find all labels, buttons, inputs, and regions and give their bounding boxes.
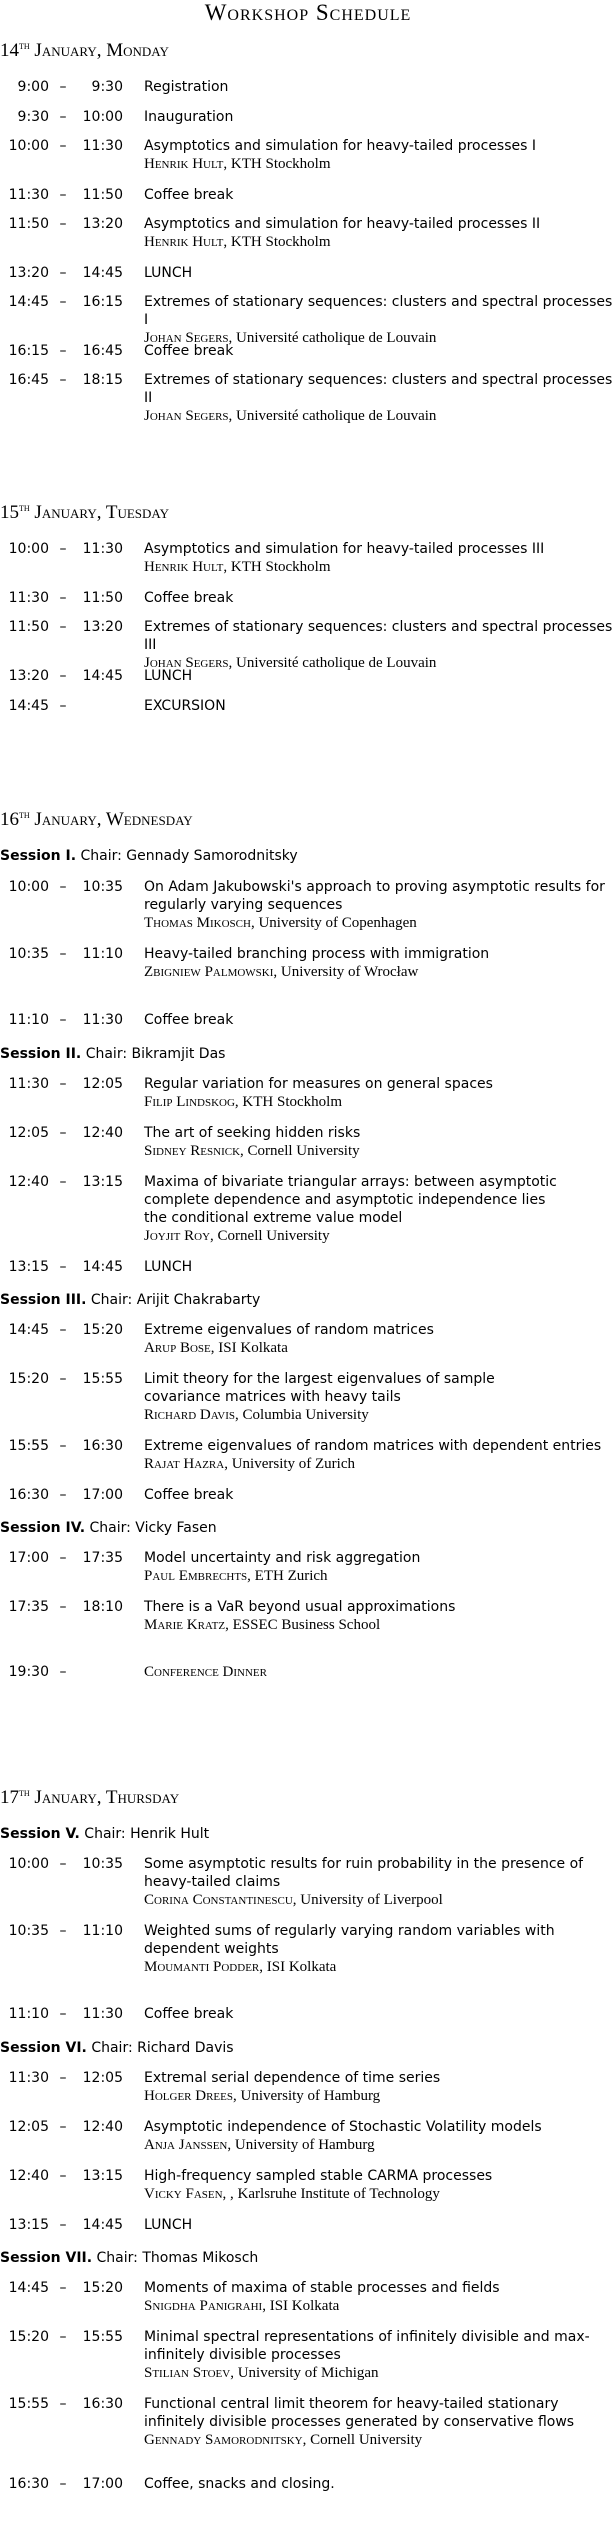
time-dash: – xyxy=(59,590,67,606)
speaker-name: Stilian Stoev xyxy=(144,2365,231,2381)
end-time: 17:35 xyxy=(82,1550,123,1566)
page-title: Workshop Schedule xyxy=(204,0,412,25)
time-dash: – xyxy=(59,1322,67,1338)
day-label: January, Monday xyxy=(29,40,169,61)
speaker-name: Holger Drees xyxy=(144,2088,233,2104)
start-time: 15:55 xyxy=(8,1438,49,1454)
speaker xyxy=(144,1455,614,1473)
start-time: 16:45 xyxy=(8,372,49,388)
speaker-affiliation: , ISI Kolkata xyxy=(210,1340,288,1356)
session-chair: Chair: Gennady Samorodnitsky xyxy=(76,848,298,864)
speaker-affiliation: , University of Zurich xyxy=(224,1456,356,1472)
start-time: 10:00 xyxy=(8,879,49,895)
speaker-affiliation: , University of Copenhagen xyxy=(250,915,417,931)
event-title: Weighted sums of regularly varying random variables with dependent weights xyxy=(144,1923,555,1957)
event-title: Minimal spectral representations of infinitely divisible and max-infinitely divisible processes xyxy=(144,2329,590,2363)
time-dash: – xyxy=(59,2119,67,2135)
start-time: 13:15 xyxy=(8,1259,49,1275)
time-dash: – xyxy=(59,2476,67,2492)
speaker-name: Snigdha Panigrahi xyxy=(144,2298,263,2314)
event-title: Inauguration xyxy=(144,109,234,125)
time-dash: – xyxy=(59,265,67,281)
speaker-affiliation: , , Karlsruhe Institute of Technology xyxy=(222,2186,440,2202)
event-title: Coffee break xyxy=(144,343,234,359)
speaker-name: Henrik Hult xyxy=(144,234,224,250)
speaker xyxy=(144,1616,614,1634)
start-time: 10:35 xyxy=(8,1923,49,1939)
time-dash: – xyxy=(59,1550,67,1566)
start-time: 14:45 xyxy=(8,698,49,714)
session-chair: Chair: Richard Davis xyxy=(86,2040,234,2056)
day-number: 15 xyxy=(0,502,19,523)
end-time: 11:50 xyxy=(82,187,123,203)
event-title: Regular variation for measures on general spaces xyxy=(144,1076,493,1092)
start-time: 15:20 xyxy=(8,2329,49,2345)
end-time: 15:55 xyxy=(82,1371,123,1387)
event-title: Extremes of stationary sequences: clusters and spectral processes III xyxy=(144,619,613,653)
day-heading xyxy=(0,1787,179,1809)
event-title: Asymptotics and simulation for heavy-tailed processes III xyxy=(144,541,545,557)
speaker xyxy=(144,2087,614,2105)
time-dash: – xyxy=(59,294,67,310)
event-title: On Adam Jakubowski's approach to proving asymptotic results for regularly varying sequences xyxy=(144,879,605,913)
speaker xyxy=(144,963,614,981)
event-title: Functional central limit theorem for heavy-tailed stationary infinitely divisible processes generated by conservative flows xyxy=(144,2396,575,2430)
session-heading xyxy=(0,2040,234,2056)
end-time: 13:15 xyxy=(82,2168,123,2184)
time-dash: – xyxy=(59,1664,67,1680)
end-time: 12:05 xyxy=(82,2070,123,2086)
time-dash: – xyxy=(59,1174,67,1190)
speaker xyxy=(144,1339,614,1357)
event-title: Maxima of bivariate triangular arrays: between asymptotic complete dependence and asymptotic independence lies the conditional extreme value model xyxy=(144,1174,557,1226)
speaker-name: Filip Lindskog xyxy=(144,1094,235,1110)
event-title: Extremes of stationary sequences: clusters and spectral processes I xyxy=(144,294,613,328)
event-title: High-frequency sampled stable CARMA processes xyxy=(144,2168,493,2184)
time-dash: – xyxy=(59,668,67,684)
start-time: 11:30 xyxy=(8,2070,49,2086)
event-title: Asymptotics and simulation for heavy-tailed processes II xyxy=(144,216,541,232)
end-time: 16:15 xyxy=(82,294,123,310)
start-time: 11:50 xyxy=(8,619,49,635)
speaker-affiliation: , KTH Stockholm xyxy=(223,156,331,172)
end-time: 17:00 xyxy=(82,2476,123,2492)
event-title: LUNCH xyxy=(144,668,193,684)
speaker-name: Zbigniew Palmowski xyxy=(144,964,274,980)
speaker xyxy=(144,2297,614,2315)
speaker xyxy=(144,1891,614,1909)
event-title: Asymptotic independence of Stochastic Volatility models xyxy=(144,2119,542,2135)
end-time: 11:30 xyxy=(82,138,123,154)
speaker xyxy=(144,2431,614,2449)
session-chair: Chair: Henrik Hult xyxy=(79,1826,210,1842)
end-time: 10:00 xyxy=(82,109,123,125)
event-title: LUNCH xyxy=(144,1259,193,1275)
start-time: 11:30 xyxy=(8,590,49,606)
event-title: Asymptotics and simulation for heavy-tailed processes I xyxy=(144,138,536,154)
start-time: 9:00 xyxy=(17,79,49,95)
day-suffix: th xyxy=(19,1787,30,1799)
session-chair: Chair: Bikramjit Das xyxy=(81,1046,226,1062)
end-time: 12:40 xyxy=(82,1125,123,1141)
start-time: 12:05 xyxy=(8,2119,49,2135)
time-dash: – xyxy=(59,79,67,95)
speaker-affiliation: , Cornell University xyxy=(210,1228,330,1244)
event-title: Heavy-tailed branching process with immigration xyxy=(144,946,490,962)
speaker xyxy=(144,2364,614,2382)
end-time: 12:05 xyxy=(82,1076,123,1092)
speaker-affiliation: , KTH Stockholm xyxy=(223,559,331,575)
event-title: There is a VaR beyond usual approximations xyxy=(144,1599,456,1615)
time-dash: – xyxy=(59,2217,67,2233)
event-title: Conference Dinner xyxy=(144,1664,267,1680)
time-dash: – xyxy=(59,1259,67,1275)
event-title: Coffee break xyxy=(144,590,234,606)
session-label: Session I. xyxy=(0,848,77,864)
end-time: 11:10 xyxy=(82,1923,123,1939)
session-heading xyxy=(0,2250,258,2266)
end-time: 15:20 xyxy=(82,2280,123,2296)
speaker-affiliation: , Université catholique de Louvain xyxy=(228,330,437,346)
speaker-name: Thomas Mikosch xyxy=(144,915,251,931)
end-time: 15:55 xyxy=(82,2329,123,2345)
start-time: 12:05 xyxy=(8,1125,49,1141)
end-time: 18:10 xyxy=(82,1599,123,1615)
time-dash: – xyxy=(59,946,67,962)
speaker xyxy=(144,1142,614,1160)
start-time: 11:50 xyxy=(8,216,49,232)
day-heading xyxy=(0,40,169,62)
start-time: 11:30 xyxy=(8,187,49,203)
time-dash: – xyxy=(59,2329,67,2345)
event-title: LUNCH xyxy=(144,2217,193,2233)
speaker xyxy=(144,2185,614,2203)
day-number: 14 xyxy=(0,40,19,61)
end-time: 11:30 xyxy=(82,1012,123,1028)
start-time: 11:10 xyxy=(8,2006,49,2022)
start-time: 13:20 xyxy=(8,265,49,281)
start-time: 15:55 xyxy=(8,2396,49,2412)
speaker-affiliation: , ISI Kolkata xyxy=(262,2298,340,2314)
speaker-name: Henrik Hult xyxy=(144,559,224,575)
time-dash: – xyxy=(59,1487,67,1503)
session-heading xyxy=(0,1046,225,1062)
end-time: 10:35 xyxy=(82,879,123,895)
session-heading xyxy=(0,848,298,864)
speaker-name: Sidney Resnick xyxy=(144,1143,241,1159)
speaker-name: Moumanti Podder xyxy=(144,1959,260,1975)
session-heading xyxy=(0,1826,209,1842)
start-time: 16:15 xyxy=(8,343,49,359)
event-title: Coffee break xyxy=(144,1487,234,1503)
end-time: 13:15 xyxy=(82,1174,123,1190)
speaker-affiliation: , Université catholique de Louvain xyxy=(228,408,437,424)
start-time: 13:15 xyxy=(8,2217,49,2233)
speaker-name: Rajat Hazra xyxy=(144,1456,225,1472)
speaker-name: Johan Segers xyxy=(144,655,229,671)
speaker-affiliation: , University of Liverpool xyxy=(292,1892,443,1908)
time-dash: – xyxy=(59,216,67,232)
event-title: Extreme eigenvalues of random matrices with dependent entries xyxy=(144,1438,602,1454)
time-dash: – xyxy=(59,619,67,635)
speaker-name: Corina Constantinescu xyxy=(144,1892,293,1908)
speaker-name: Anja Janssen xyxy=(144,2137,228,2153)
time-dash: – xyxy=(59,698,67,714)
time-dash: – xyxy=(59,1125,67,1141)
event-title: Coffee, snacks and closing. xyxy=(144,2476,335,2492)
day-suffix: th xyxy=(19,809,30,821)
speaker xyxy=(144,914,614,932)
start-time: 10:35 xyxy=(8,946,49,962)
day-number: 16 xyxy=(0,809,19,830)
end-time: 16:30 xyxy=(82,2396,123,2412)
time-dash: – xyxy=(59,2396,67,2412)
start-time: 10:00 xyxy=(8,1856,49,1872)
speaker-name: Johan Segers xyxy=(144,330,229,346)
start-time: 10:00 xyxy=(8,138,49,154)
time-dash: – xyxy=(59,372,67,388)
session-chair: Chair: Thomas Mikosch xyxy=(92,2250,259,2266)
end-time: 11:50 xyxy=(82,590,123,606)
event-title: LUNCH xyxy=(144,265,193,281)
end-time: 9:30 xyxy=(91,79,123,95)
speaker-name: Henrik Hult xyxy=(144,156,224,172)
day-label: January, Wednesday xyxy=(29,809,193,830)
start-time: 13:20 xyxy=(8,668,49,684)
time-dash: – xyxy=(59,541,67,557)
event-title: Extremal serial dependence of time series xyxy=(144,2070,441,2086)
start-time: 16:30 xyxy=(8,2476,49,2492)
speaker-name: Richard Davis xyxy=(144,1407,236,1423)
time-dash: – xyxy=(59,343,67,359)
event-title: Moments of maxima of stable processes and fields xyxy=(144,2280,500,2296)
session-heading xyxy=(0,1292,260,1308)
event-title: Extremes of stationary sequences: clusters and spectral processes II xyxy=(144,372,613,406)
time-dash: – xyxy=(59,2280,67,2296)
speaker-affiliation: , ETH Zurich xyxy=(247,1568,328,1584)
event-title: Coffee break xyxy=(144,1012,234,1028)
speaker-affiliation: , University of Wrocław xyxy=(273,964,419,980)
speaker-name: Paul Embrechts xyxy=(144,1568,248,1584)
session-label: Session IV. xyxy=(0,1520,86,1536)
end-time: 14:45 xyxy=(82,2217,123,2233)
end-time: 16:30 xyxy=(82,1438,123,1454)
event-title: EXCURSION xyxy=(144,698,226,714)
speaker xyxy=(144,1567,614,1585)
start-time: 14:45 xyxy=(8,1322,49,1338)
event-title: Limit theory for the largest eigenvalues of sample covariance matrices with heavy tails xyxy=(144,1371,495,1405)
speaker xyxy=(144,1227,569,1245)
session-chair: Chair: Vicky Fasen xyxy=(85,1520,217,1536)
time-dash: – xyxy=(59,879,67,895)
time-dash: – xyxy=(59,2070,67,2086)
end-time: 10:35 xyxy=(82,1856,123,1872)
speaker-affiliation: , Cornell University xyxy=(240,1143,360,1159)
end-time: 13:20 xyxy=(82,216,123,232)
time-dash: – xyxy=(59,1856,67,1872)
start-time: 11:10 xyxy=(8,1012,49,1028)
start-time: 15:20 xyxy=(8,1371,49,1387)
speaker-affiliation: , Université catholique de Louvain xyxy=(228,655,437,671)
time-dash: – xyxy=(59,1012,67,1028)
start-time: 14:45 xyxy=(8,2280,49,2296)
time-dash: – xyxy=(59,1371,67,1387)
speaker-affiliation: , KTH Stockholm xyxy=(223,234,331,250)
speaker xyxy=(144,233,614,251)
day-number: 17 xyxy=(0,1787,19,1808)
session-label: Session VI. xyxy=(0,2040,87,2056)
event-title: Extreme eigenvalues of random matrices xyxy=(144,1322,434,1338)
time-dash: – xyxy=(59,2006,67,2022)
day-heading xyxy=(0,809,193,831)
speaker-name: Johan Segers xyxy=(144,408,229,424)
session-label: Session II. xyxy=(0,1046,82,1062)
time-dash: – xyxy=(59,138,67,154)
start-time: 19:30 xyxy=(8,1664,49,1680)
start-time: 12:40 xyxy=(8,1174,49,1190)
day-label: January, Tuesday xyxy=(29,502,170,523)
speaker-affiliation: , ESSEC Business School xyxy=(225,1617,381,1633)
time-dash: – xyxy=(59,1076,67,1092)
session-chair: Chair: Arijit Chakrabarty xyxy=(86,1292,261,1308)
speaker xyxy=(144,1958,614,1976)
start-time: 16:30 xyxy=(8,1487,49,1503)
end-time: 14:45 xyxy=(82,668,123,684)
speaker-affiliation: , Cornell University xyxy=(302,2432,423,2448)
end-time: 14:45 xyxy=(82,1259,123,1275)
end-time: 13:20 xyxy=(82,619,123,635)
speaker-name: Arup Bose xyxy=(144,1340,211,1356)
end-time: 11:10 xyxy=(82,946,123,962)
end-time: 11:30 xyxy=(82,2006,123,2022)
end-time: 17:00 xyxy=(82,1487,123,1503)
speaker-affiliation: , Columbia University xyxy=(235,1407,369,1423)
speaker xyxy=(144,558,614,576)
end-time: 16:45 xyxy=(82,343,123,359)
event-title: Some asymptotic results for ruin probability in the presence of heavy-tailed claims xyxy=(144,1856,584,1890)
speaker-affiliation: , KTH Stockholm xyxy=(234,1094,343,1110)
event-title: Coffee break xyxy=(144,2006,234,2022)
day-suffix: th xyxy=(19,502,30,514)
end-time: 11:30 xyxy=(82,541,123,557)
speaker-affiliation: , University of Hamburg xyxy=(232,2088,381,2104)
day-label: January, Thursday xyxy=(29,1787,180,1808)
start-time: 14:45 xyxy=(8,294,49,310)
session-label: Session VII. xyxy=(0,2250,93,2266)
session-heading xyxy=(0,1520,217,1536)
speaker-affiliation: , ISI Kolkata xyxy=(259,1959,337,1975)
start-time: 17:00 xyxy=(8,1550,49,1566)
speaker xyxy=(144,1093,614,1111)
speaker xyxy=(144,2136,614,2154)
time-dash: – xyxy=(59,187,67,203)
time-dash: – xyxy=(59,109,67,125)
end-time: 18:15 xyxy=(82,372,123,388)
end-time: 12:40 xyxy=(82,2119,123,2135)
speaker xyxy=(144,1406,564,1424)
speaker-name: Joyjit Roy xyxy=(144,1228,211,1244)
start-time: 12:40 xyxy=(8,2168,49,2184)
speaker-affiliation: , University of Michigan xyxy=(230,2365,379,2381)
start-time: 10:00 xyxy=(8,541,49,557)
speaker-name: Vicky Fasen xyxy=(144,2186,223,2202)
start-time: 17:35 xyxy=(8,1599,49,1615)
event-title: Model uncertainty and risk aggregation xyxy=(144,1550,421,1566)
time-dash: – xyxy=(59,1599,67,1615)
session-label: Session III. xyxy=(0,1292,87,1308)
session-label: Session V. xyxy=(0,1826,80,1842)
start-time: 9:30 xyxy=(17,109,49,125)
day-suffix: th xyxy=(19,40,30,52)
end-time: 15:20 xyxy=(82,1322,123,1338)
speaker-name: Gennady Samorodnitsky xyxy=(144,2432,303,2448)
end-time: 14:45 xyxy=(82,265,123,281)
event-title: Coffee break xyxy=(144,187,234,203)
time-dash: – xyxy=(59,1438,67,1454)
day-heading xyxy=(0,502,169,524)
speaker-name: Marie Kratz xyxy=(144,1617,226,1633)
time-dash: – xyxy=(59,2168,67,2184)
event-title: The art of seeking hidden risks xyxy=(144,1125,361,1141)
event-title: Registration xyxy=(144,79,229,95)
time-dash: – xyxy=(59,1923,67,1939)
speaker xyxy=(144,155,614,173)
start-time: 11:30 xyxy=(8,1076,49,1092)
speaker-affiliation: , University of Hamburg xyxy=(227,2137,375,2153)
speaker xyxy=(144,407,614,425)
